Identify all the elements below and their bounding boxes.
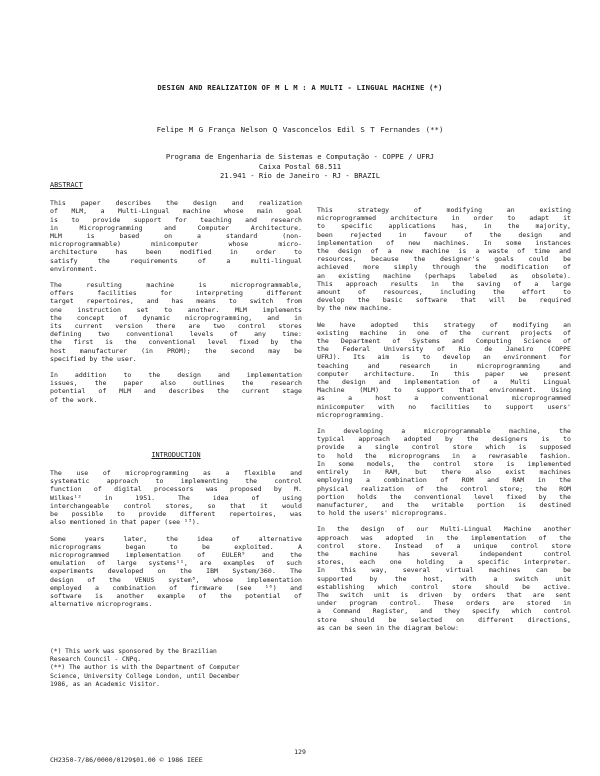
- abstract-heading: ABSTRACT: [50, 181, 83, 189]
- text-line: the concept of dynamic microprogramming, and in: [50, 313, 302, 322]
- paragraph: [317, 427, 571, 517]
- text-line: an existing machine (perhaps labeled as obsolete).: [317, 271, 571, 280]
- text-line: This strategy of modifying an existing: [317, 206, 571, 214]
- text-line: manufacturer, and the writable portion is destined: [317, 500, 571, 509]
- text-line: We have adopted this strategy of modifying an: [317, 320, 571, 329]
- text-line: microprogrammable) minicomputer whose micro-: [50, 240, 302, 249]
- text-line: design of the VENUS system⁸, whose implementation: [50, 575, 302, 584]
- text-line: control store. Instead of a unique control store: [317, 541, 571, 550]
- text-line: typical approach adopted by the designers is to: [317, 435, 571, 444]
- text-line: architecture has been modified in order to: [50, 248, 302, 257]
- text-line: Machine (MLM) to support that environment. Using: [317, 386, 571, 395]
- text-line: provide a single control store which is supposed: [317, 443, 571, 452]
- text-line: host manufacturer (in PROM); the second may be: [50, 346, 302, 355]
- text-line: satisfy the requirements of a multi-lingual: [50, 256, 302, 265]
- abstract-body: [50, 199, 302, 404]
- text-line: one instruction set to another. MLM implements: [50, 305, 302, 314]
- introduction-body: [50, 469, 302, 608]
- text-line: alternative microprograms.: [50, 600, 153, 609]
- text-line: In addition to the design and implementation: [50, 371, 302, 380]
- text-line: software is another example of the potential of: [50, 591, 302, 600]
- text-line: minicomputer with no facilities to support users': [317, 402, 571, 411]
- paragraph: [50, 371, 302, 404]
- copyright-line: CH2350-7/86/0000/0129$01.00 © 1986 IEEE: [50, 756, 203, 764]
- text-line: stores, each one holding a specific interpreter.: [317, 558, 571, 567]
- author-list: Felipe M G França Nelson Q Vasconcelos Edil S T Fernandes (**): [156, 125, 444, 134]
- text-line: by the new machine.: [317, 304, 392, 313]
- affiliation-line: 21.941 - Rio de Janeiro - RJ - BRAZIL: [219, 171, 381, 181]
- footnote-line: Research Council - CNPq.: [50, 656, 141, 664]
- text-line: The resulting machine is microprogrammable,: [50, 281, 302, 290]
- text-line: employing a combination of ROM and RAM in the: [317, 476, 571, 485]
- text-line: environment.: [50, 264, 98, 273]
- affiliation-line: Programa de Engenharia de Sistemas e Computação - COPPE / UFRJ: [165, 152, 435, 161]
- introduction-heading: INTRODUCTION: [151, 450, 201, 459]
- text-line: supported by the host, with a switch unit: [317, 574, 571, 583]
- text-line: microprogrammed architecture in order to adapt it: [317, 214, 571, 223]
- text-line: microprogrammed implementation of EULER⁹ and the: [50, 550, 302, 559]
- text-line: This paper describes the design and realization: [50, 199, 302, 208]
- text-line: existing machine in one of the current projects of: [317, 328, 571, 337]
- text-line: In this way, several virtual machines can be: [317, 566, 571, 575]
- affiliation: [0, 152, 600, 181]
- text-line: In some models, the control store is implemented: [317, 459, 571, 468]
- text-line: as can be seen in the diagram below:: [317, 623, 459, 632]
- paragraph: [50, 469, 302, 526]
- right-column: [317, 206, 571, 640]
- text-line: This approach results in the saving of a large: [317, 279, 571, 288]
- text-line: been rejected in favour of the design and: [317, 230, 571, 239]
- text-line: computer architecture. In this paper we present: [317, 369, 571, 378]
- text-line: to hold the users' microprograms.: [317, 509, 448, 518]
- paper-title: DESIGN AND REALIZATION OF M L M : A MULTI - LINGUAL MACHINE (*): [157, 83, 443, 92]
- footnote-line: 1986, as an Academic Visitor.: [50, 680, 160, 688]
- text-line: interchangeable control stores, so that it would: [50, 501, 302, 510]
- affiliation-line: Caixa Postal 68.511: [258, 161, 342, 171]
- text-line: experiments developed on the IBM System/360. The: [50, 567, 302, 576]
- text-line: the machine has several independent control: [317, 549, 571, 558]
- text-line: be possible to provide different repertoires, was: [50, 510, 302, 519]
- text-line: the Federal University of Rio de Janeiro (COPPE: [317, 345, 571, 354]
- text-line: emulation of large systems¹¹, are examples of such: [50, 559, 302, 568]
- paragraph: [317, 206, 571, 313]
- text-line: of the work.: [50, 395, 98, 404]
- text-line: portion holds the conventional level fixed by the: [317, 492, 571, 501]
- paragraph: [50, 281, 302, 363]
- text-line: is to provide support for teaching and research: [50, 215, 302, 224]
- text-line: a Command Register, and they specify which control: [317, 607, 571, 616]
- text-line: microprograms began to be exploited. A: [50, 542, 302, 551]
- paragraph: [317, 525, 571, 632]
- text-line: The use of microprogramming as a flexible and: [50, 469, 302, 478]
- text-line: entirely in RAM, but there also exist machines: [317, 468, 571, 477]
- text-line: employed a combination of firmware (see ¹⁰) and: [50, 583, 302, 592]
- text-line: the design of a new machine is a waste of time and: [317, 247, 571, 256]
- text-line: systematic approach to implementing the control: [50, 477, 302, 486]
- footnote-line: (*) This work was sponsored by the Brazilian: [50, 648, 217, 655]
- text-line: potential of MLM and describes the current stage: [50, 387, 302, 396]
- text-line: the Department of Systems and Computing Science of: [317, 337, 571, 346]
- text-line: its current version there are two control stores: [50, 322, 302, 331]
- text-line: Some years later, the idea of alternative: [50, 534, 302, 543]
- text-line: amount of resources, including the effort to: [317, 288, 571, 297]
- paragraph: [50, 535, 302, 609]
- text-line: resources, because the designer's goals could be: [317, 255, 571, 264]
- text-line: teaching and research in microprogramming and: [317, 361, 571, 370]
- text-line: Wilkes¹² in 1951. The idea of using: [50, 493, 302, 502]
- text-line: target repertoires, and has means to switch from: [50, 297, 302, 306]
- paragraph: [50, 199, 302, 273]
- text-line: the first is the conventional level fixed by the: [50, 338, 302, 347]
- page-number: 129: [294, 748, 306, 756]
- text-line: store should be selected on different directions,: [317, 615, 571, 624]
- text-line: issues, the paper also outlines the research: [50, 379, 302, 388]
- paragraph: [317, 321, 571, 419]
- text-line: also mentioned in that paper (see ¹³).: [50, 518, 200, 527]
- text-line: as a host a conventional microprogrammed: [317, 394, 571, 403]
- text-line: achieved more simply through the modification of: [317, 263, 571, 272]
- text-line: function of digital processors was proposed by M.: [50, 485, 302, 494]
- text-line: In the design of our Multi-Lingual Machine another: [317, 525, 571, 534]
- left-column: [50, 181, 302, 616]
- footnotes: [50, 648, 302, 689]
- text-line: physical realization of the control store; the ROM: [317, 484, 571, 493]
- footnote-line: (**) The author is with the Department of Computer: [50, 664, 240, 672]
- text-line: establishing which control store should be active.: [317, 582, 571, 591]
- text-line: implementation of new machines. In some instances: [317, 238, 571, 247]
- text-line: MLM is based on a standard (non-: [50, 232, 302, 241]
- text-line: to hold the microprograms in a rewrasable fashion.: [317, 451, 571, 460]
- footnote-line: Science, University College London, until December: [50, 672, 240, 680]
- text-line: to specific applications has, in the majority,: [317, 222, 571, 231]
- text-line: UFRJ). Its aim is to develop an environment for: [317, 353, 571, 362]
- text-line: the design and implementation of a Multi Lingual: [317, 378, 571, 387]
- text-line: in Microprogramming and Computer Architecture.: [50, 223, 302, 232]
- text-line: approach was adopted in the implementation of the: [317, 533, 571, 542]
- text-line: develop the basic software that will be required: [317, 296, 571, 305]
- text-line: defining two conventional levels of any time:: [50, 330, 302, 339]
- text-line: In developing a microprogrammable machine, the: [317, 427, 571, 436]
- right-column-body: [317, 206, 571, 632]
- text-line: The switch unit is driven by orders that are sent: [317, 590, 571, 599]
- text-line: offers facilities for interpreting different: [50, 289, 302, 298]
- text-line: of MLM, a Multi-Lingual machine whose main goal: [50, 207, 302, 216]
- text-line: microprogramming.: [317, 410, 385, 419]
- text-line: specified by the user.: [50, 354, 137, 363]
- text-line: under program control. These orders are stored in: [317, 599, 571, 608]
